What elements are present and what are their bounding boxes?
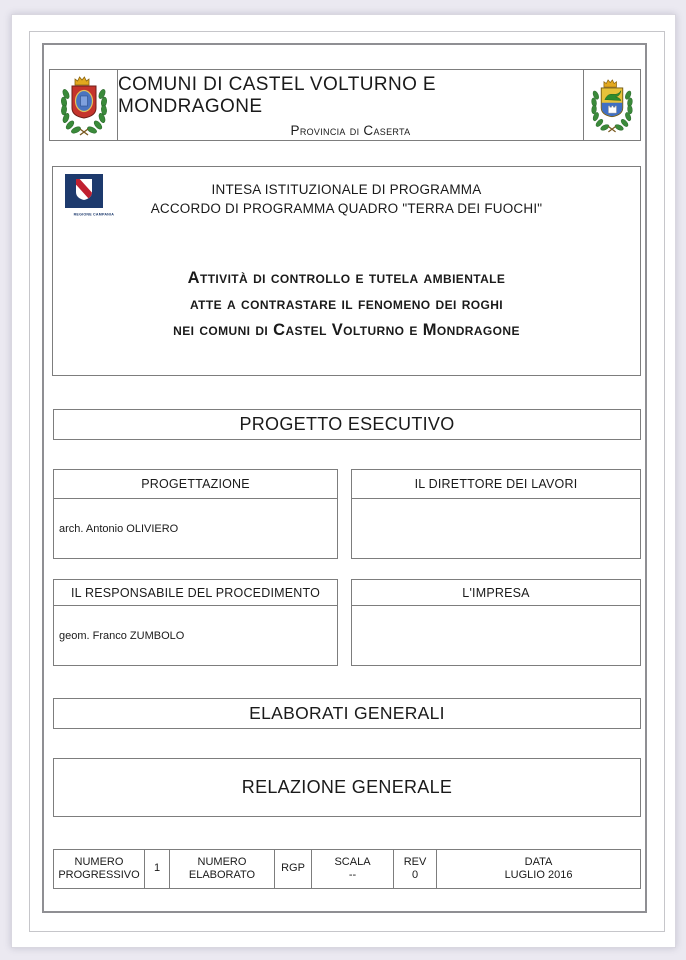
- program-box: [52, 166, 641, 376]
- progetto-esecutivo-bar: [53, 409, 641, 440]
- role-name: [352, 606, 640, 665]
- document-page: [11, 14, 676, 948]
- role-name: geom. Franco ZUMBOLO: [59, 629, 185, 642]
- province-subtitle: Provincia di Caserta: [290, 123, 411, 138]
- project-title-line2: atte a contrastare il fenomeno dei roghi: [189, 295, 504, 313]
- regione-campania-logo: [64, 174, 115, 220]
- page-title: COMUNI DI CASTEL VOLTURNO E MONDRAGONE: [118, 74, 437, 117]
- role-title: IL DIRETTORE DEI LAVORI: [352, 470, 640, 499]
- table-cell-numero-progressivo: NUMERO PROGRESSIVO: [54, 850, 145, 888]
- progettazione-box: [53, 469, 338, 559]
- regione-campania-icon: [65, 174, 103, 208]
- direttore-lavori-box: [351, 469, 641, 559]
- progetto-esecutivo-label: PROGETTO ESECUTIVO: [239, 414, 455, 434]
- table-cell-data: DATA LUGLIO 2016: [504, 855, 573, 881]
- relazione-generale-bar: [53, 758, 641, 817]
- table-cell-numero-elaborato: NUMERO ELABORATO: [170, 850, 275, 888]
- table-cell-elaborato-value: RGP: [275, 850, 312, 888]
- table-cell-rev: REV 0: [394, 850, 437, 888]
- mondragone-coat-of-arms-icon: [586, 73, 638, 137]
- mondragone-crest-cell: [583, 70, 640, 140]
- intesa-line1: INTESA ISTITUZIONALE DI PROGRAMMA: [211, 182, 482, 197]
- role-title: L'IMPRESA: [352, 580, 640, 606]
- project-title-line1: Attività di controllo e tutela ambientale: [187, 269, 506, 287]
- elaborati-generali-bar: [53, 698, 641, 729]
- relazione-generale-label: RELAZIONE GENERALE: [241, 777, 453, 797]
- table-cell-scala: SCALA --: [312, 850, 394, 888]
- header-center: [118, 70, 583, 140]
- role-title: PROGETTAZIONE: [54, 470, 337, 499]
- role-name: arch. Antonio OLIVIERO: [59, 522, 179, 535]
- project-title-line3: nei comuni di Castel Volturno e Mondragone: [173, 321, 520, 339]
- impresa-box: [351, 579, 641, 666]
- title-block-table: [53, 849, 641, 889]
- responsabile-procedimento-box: [53, 579, 338, 666]
- elaborati-generali-label: ELABORATI GENERALI: [249, 703, 445, 723]
- castel-volturno-crest-cell: [50, 70, 118, 140]
- role-name: [352, 499, 640, 558]
- regione-campania-label: REGIONE CAMPANIA: [73, 213, 115, 217]
- program-agreement-text: [53, 167, 640, 218]
- project-title: [53, 265, 640, 343]
- table-cell-progressivo-value: 1: [145, 850, 170, 888]
- municipalities-header: [49, 69, 641, 141]
- role-title: IL RESPONSABILE DEL PROCEDIMENTO: [54, 580, 337, 606]
- castel-volturno-coat-of-arms-icon: [55, 72, 113, 138]
- intesa-line2: ACCORDO DI PROGRAMMA QUADRO "TERRA DEI FUOCHI": [150, 201, 543, 216]
